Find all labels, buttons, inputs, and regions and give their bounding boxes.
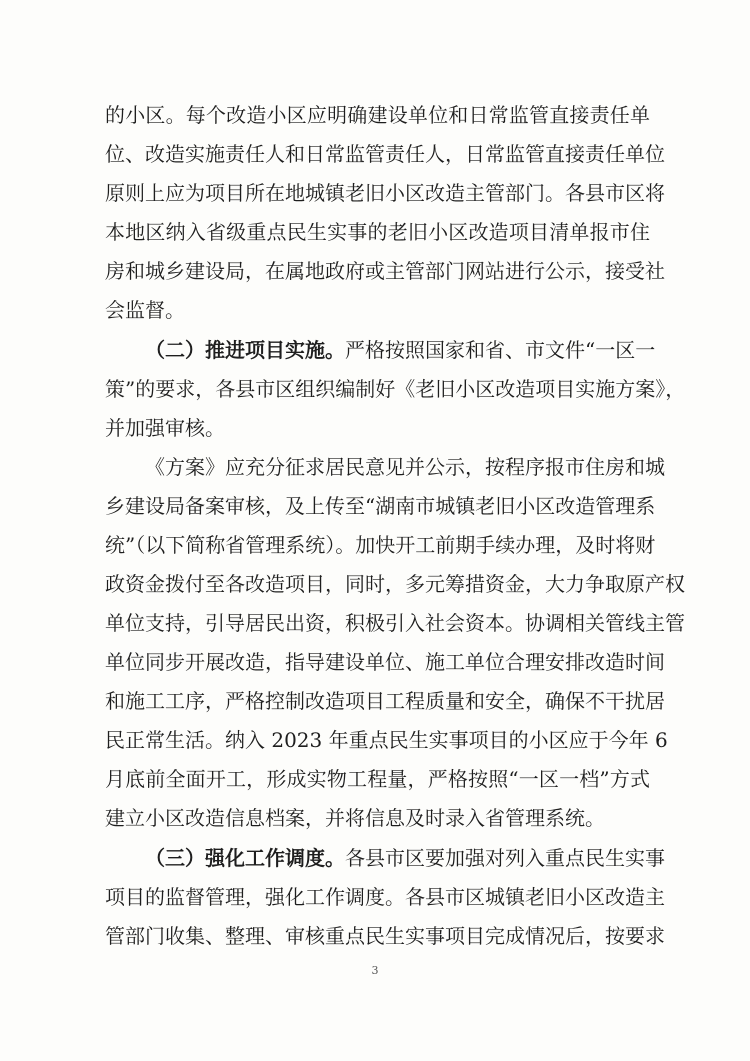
text-line	[145, 338, 656, 362]
text-line: 的小区。每个改造小区应明确建设单位和日常监管直接责任单	[105, 103, 650, 127]
section-heading: （二）推进项目实施。	[145, 338, 345, 362]
text-line: 会监督。	[105, 298, 185, 322]
text-span: 各县市区要加强对列入重点民生实事	[345, 846, 665, 870]
text-line: 《方案》应充分征求居民意见并公示，按程序报市住房和城	[145, 455, 665, 479]
text-line: 月底前全面开工，形成实物工程量，严格按照“一区一档”方式	[105, 767, 650, 791]
page-number: 3	[371, 964, 379, 977]
text-line: 和施工工序，严格控制改造项目工程质量和安全，确保不干扰居	[105, 689, 665, 713]
text-line: 位、改造实施责任人和日常监管责任人，日常监管直接责任单位	[105, 142, 665, 166]
text-line: 统”（以下简称省管理系统）。加快开工前期手续办理，及时将财	[105, 533, 656, 557]
text-line: 政资金拨付至各改造项目，同时，多元筹措资金，大力争取原产权	[105, 572, 685, 596]
text-line: 策”的要求，各县市区组织编制好《老旧小区改造项目实施方案》，	[105, 377, 686, 401]
text-line: 管部门收集、整理、审核重点民生实事项目完成情况后，按要求	[105, 924, 665, 948]
text-line: 单位同步开展改造，指导建设单位、施工单位合理安排改造时间	[105, 650, 665, 674]
text-line: 单位支持，引导居民出资，积极引入社会资本。协调相关管线主管	[105, 611, 685, 635]
text-line: 并加强审核。	[105, 416, 225, 440]
text-line: 民正常生活。纳入 2023 年重点民生实事项目的小区应于今年 6	[105, 728, 668, 752]
text-line: 原则上应为项目所在地城镇老旧小区改造主管部门。各县市区将	[105, 181, 665, 205]
text-line: 房和城乡建设局，在属地政府或主管部门网站进行公示，接受社	[105, 259, 665, 283]
text-span: 严格按照国家和省、市文件“一区一	[345, 338, 656, 362]
section-heading: （三）强化工作调度。	[145, 846, 345, 870]
text-line: 本地区纳入省级重点民生实事的老旧小区改造项目清单报市住	[105, 220, 650, 244]
text-line: 项目的监督管理，强化工作调度。各县市区城镇老旧小区改造主	[105, 885, 665, 909]
text-line: 建立小区改造信息档案，并将信息及时录入省管理系统。	[105, 806, 605, 830]
text-line	[145, 846, 665, 870]
text-line: 乡建设局备案审核，及上传至“湖南市城镇老旧小区改造管理系	[105, 494, 656, 518]
